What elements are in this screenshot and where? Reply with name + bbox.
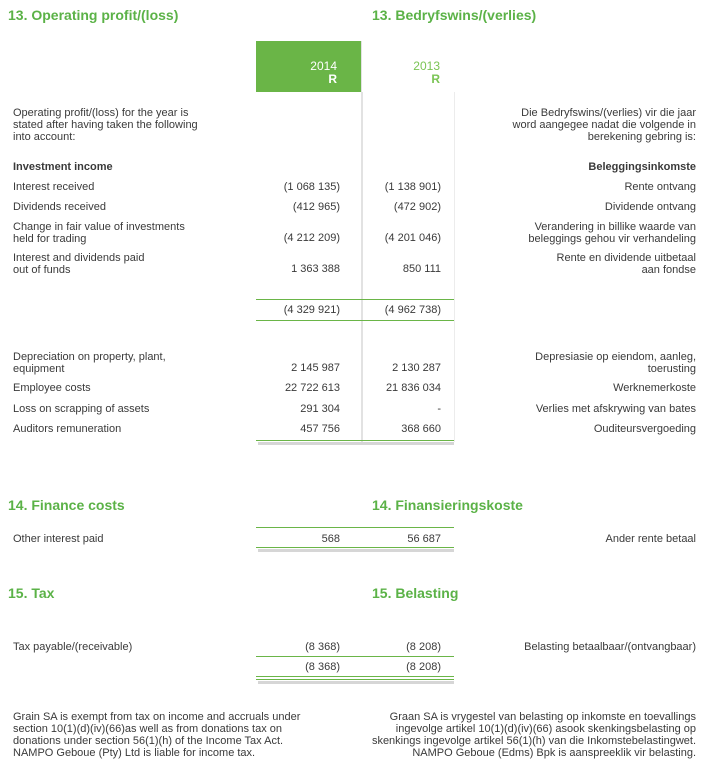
finance-value-2014: 568 xyxy=(321,533,340,545)
row-value-2013: 850 111 xyxy=(402,263,441,275)
row-label-en: Employee costs xyxy=(13,382,91,394)
row-label-en: Dividends received xyxy=(13,201,106,213)
row-value-2014: 457 756 xyxy=(300,423,340,435)
tax-footnote-af: Graan SA is vrygestel van belasting op inkomste en toevallings ingevolge artikel 10(1)(d)(iv)(66) asook skenkingsbelasting op skenkings ingevolge artikel 56(1)(h) van die Inkomstebelastingwet. NAMPO Geboue (Edms) Bpk is aanspreeklik vir belasting. xyxy=(371,711,696,759)
tax-value-2013: (8 208) xyxy=(406,641,441,653)
subtotal-rule-bottom xyxy=(256,320,454,321)
total-rule-shadow xyxy=(258,442,454,445)
row-label-af: Werknemerkoste xyxy=(613,382,696,394)
finance-rule-top xyxy=(256,527,454,528)
row-value-2014: 1 363 388 xyxy=(291,263,340,275)
subtotal-2014: (4 329 921) xyxy=(283,304,340,316)
row-value-2013: (1 138 901) xyxy=(384,181,441,193)
currency-2014-label: R xyxy=(328,72,337,86)
note13-intro-en: Operating profit/(loss) for the year is stated after having taken the following into account: xyxy=(13,107,198,143)
tax-row-label-af: Belasting betaalbaar/(ontvangbaar) xyxy=(524,641,696,653)
tax-total-2013: (8 208) xyxy=(406,661,441,673)
row-value-2014: (1 068 135) xyxy=(283,181,340,193)
row-label-af: Rente en dividende uitbetaal aan fondse xyxy=(556,252,696,276)
row-value-2014: 22 722 613 xyxy=(284,382,340,394)
note14-heading-en: 14. Finance costs xyxy=(8,497,125,513)
row-label-en: Loss on scrapping of assets xyxy=(13,403,150,415)
finance-rule-shadow xyxy=(258,549,454,552)
row-value-2013: - xyxy=(437,403,441,415)
section-investment-income-af: Beleggingsinkomste xyxy=(588,161,696,173)
section-investment-income-en: Investment income xyxy=(13,161,113,173)
finance-row-label-af: Ander rente betaal xyxy=(605,533,696,545)
row-label-af: Rente ontvang xyxy=(624,181,696,193)
note14-heading-af: 14. Finansieringskoste xyxy=(372,497,523,513)
row-value-2013: (472 902) xyxy=(393,201,441,213)
row-label-af: Dividende ontvang xyxy=(604,201,696,213)
row-value-2014: 291 304 xyxy=(300,403,340,415)
year-2014-label: 2014 xyxy=(310,59,337,73)
note13-heading-en: 13. Operating profit/(loss) xyxy=(8,7,179,23)
note15-heading-af: 15. Belasting xyxy=(372,585,459,601)
year-header-2014 xyxy=(256,41,361,92)
currency-2013-label: R xyxy=(431,72,440,86)
row-label-en: Depreciation on property, plant, equipment xyxy=(13,351,166,375)
row-label-af: Verlies met afskrywing van bates xyxy=(535,403,696,415)
year-header-2013 xyxy=(362,41,454,92)
row-label-en: Interest received xyxy=(13,181,95,193)
tax-value-2014: (8 368) xyxy=(305,641,340,653)
note13-intro-af: Die Bedryfswins/(verlies) vir die jaar word aangegee nadat die volgende in berekening gebring is: xyxy=(512,107,696,143)
row-value-2013: 2 130 287 xyxy=(392,362,441,374)
row-label-en: Auditors remuneration xyxy=(13,423,122,435)
row-label-af: Depresiasie op eiendom, aanleg, toerusting xyxy=(535,351,696,375)
column-right-edge xyxy=(454,92,455,442)
finance-rule-bottom xyxy=(256,547,454,548)
row-label-af: Ouditeursvergoeding xyxy=(593,423,696,435)
row-value-2014: (412 965) xyxy=(292,201,340,213)
finance-value-2013: 56 687 xyxy=(407,533,441,545)
row-value-2014: 2 145 987 xyxy=(291,362,340,374)
note13-heading-af: 13. Bedryfswins/(verlies) xyxy=(372,7,537,23)
tax-row-label-en: Tax payable/(receivable) xyxy=(13,641,133,653)
tax-rule-bottom xyxy=(256,676,454,677)
total-rule xyxy=(256,440,454,441)
row-value-2013: 368 660 xyxy=(401,423,441,435)
note15-heading-en: 15. Tax xyxy=(8,585,55,601)
tax-rule-top xyxy=(256,656,454,657)
row-label-en: Change in fair value of investments held for trading xyxy=(13,221,185,245)
tax-footnote-en: Grain SA is exempt from tax on income and accruals under section 10(1)(d)(iv)(66)as well as from donations tax on donations under section 56(1)(h) of the Income Tax Act. NAMPO Geboue (Pty) Ltd is liable for income tax. xyxy=(13,711,301,759)
finance-row-label-en: Other interest paid xyxy=(13,533,104,545)
row-value-2013: (4 201 046) xyxy=(384,232,441,244)
subtotal-rule-top xyxy=(256,299,454,300)
row-label-en: Interest and dividends paid out of funds xyxy=(13,252,145,276)
year-2013-label: 2013 xyxy=(413,59,440,73)
tax-rule-double xyxy=(256,679,454,680)
subtotal-2013: (4 962 738) xyxy=(384,304,441,316)
tax-rule-shadow xyxy=(258,681,454,684)
row-value-2013: 21 836 034 xyxy=(385,382,441,394)
row-label-af: Verandering in billike waarde van beleggings gehou vir verhandeling xyxy=(528,221,696,245)
row-value-2014: (4 212 209) xyxy=(283,232,340,244)
tax-total-2014: (8 368) xyxy=(305,661,340,673)
